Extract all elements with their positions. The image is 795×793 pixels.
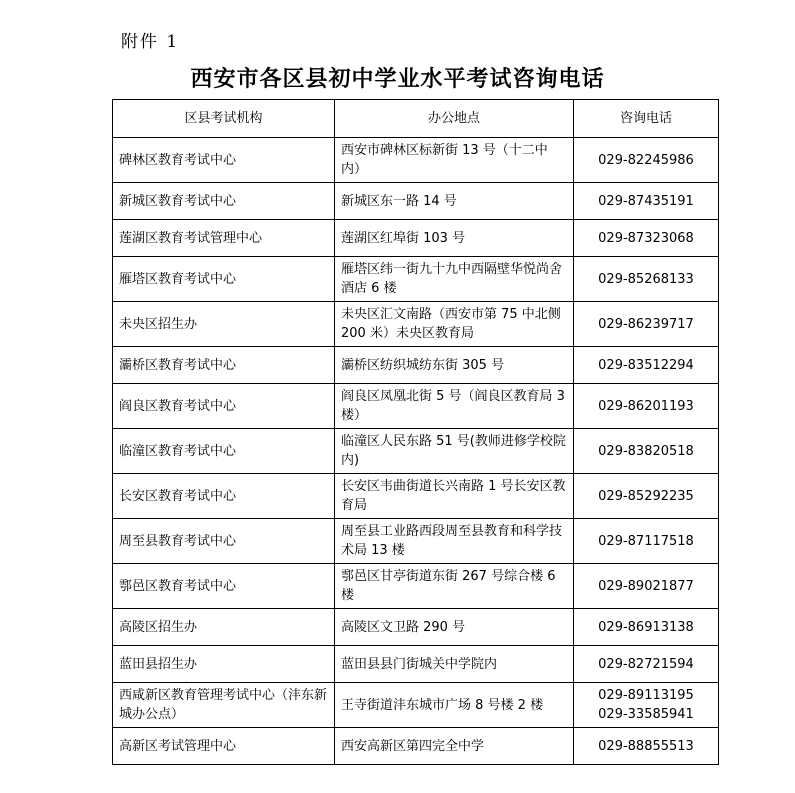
cell-phone xyxy=(574,429,719,474)
table-row xyxy=(113,474,719,519)
cell-org: 未央区招生办 xyxy=(113,302,335,347)
cell-address: 灞桥区纺织城纺东街 305 号 xyxy=(335,347,574,384)
table-row xyxy=(113,220,719,257)
cell-address: 长安区韦曲街道长兴南路 1 号长安区教育局 xyxy=(335,474,574,519)
cell-phone xyxy=(574,183,719,220)
cell-phone xyxy=(574,220,719,257)
table-row xyxy=(113,519,719,564)
cell-address: 高陵区文卫路 290 号 xyxy=(335,609,574,646)
phone-number: 029-87435191 xyxy=(598,193,694,209)
header-address: 办公地点 xyxy=(335,100,574,138)
cell-address: 王寺街道沣东城市广场 8 号楼 2 楼 xyxy=(335,683,574,728)
cell-org: 新城区教育考试中心 xyxy=(113,183,335,220)
attachment-label: 附件 1 xyxy=(121,32,180,52)
phone-number: 029-85292235 xyxy=(598,488,694,504)
cell-address: 西安市碑林区标新街 13 号（十二中内） xyxy=(335,138,574,183)
document-title: 西安市各区县初中学业水平考试咨询电话 xyxy=(190,66,605,92)
table-row xyxy=(113,183,719,220)
table-row xyxy=(113,429,719,474)
cell-address: 莲湖区红埠街 103 号 xyxy=(335,220,574,257)
cell-address: 鄠邑区甘亭街道东街 267 号综合楼 6 楼 xyxy=(335,564,574,609)
cell-org: 高新区考试管理中心 xyxy=(113,728,335,765)
phone-number: 029-86239717 xyxy=(598,316,694,332)
phone-number: 029-86913138 xyxy=(598,619,694,635)
table-row xyxy=(113,384,719,429)
cell-org: 阎良区教育考试中心 xyxy=(113,384,335,429)
cell-phone xyxy=(574,646,719,683)
table-row xyxy=(113,138,719,183)
cell-org: 雁塔区教育考试中心 xyxy=(113,257,335,302)
phone-number: 029-89021877 xyxy=(598,578,694,594)
cell-org: 鄠邑区教育考试中心 xyxy=(113,564,335,609)
phone-number: 029-89113195 xyxy=(598,688,694,703)
table-row xyxy=(113,646,719,683)
cell-address: 临潼区人民东路 51 号(教师进修学校院内) xyxy=(335,429,574,474)
table-header-row xyxy=(113,100,719,138)
header-phone: 咨询电话 xyxy=(574,100,719,138)
cell-phone xyxy=(574,384,719,429)
phone-number: 029-87117518 xyxy=(598,533,694,549)
cell-address: 西安高新区第四完全中学 xyxy=(335,728,574,765)
cell-org: 高陵区招生办 xyxy=(113,609,335,646)
cell-org: 长安区教育考试中心 xyxy=(113,474,335,519)
contact-table xyxy=(112,99,719,765)
phone-number: 029-86201193 xyxy=(598,398,694,414)
header-org: 区县考试机构 xyxy=(113,100,335,138)
cell-phone xyxy=(574,728,719,765)
phone-number: 029-82721594 xyxy=(598,656,694,672)
phone-number: 029-33585941 xyxy=(598,707,694,722)
cell-org: 碑林区教育考试中心 xyxy=(113,138,335,183)
cell-org: 灞桥区教育考试中心 xyxy=(113,347,335,384)
cell-phone xyxy=(574,683,719,728)
table-row xyxy=(113,257,719,302)
phone-number: 029-88855513 xyxy=(598,738,694,754)
cell-address: 雁塔区纬一街九十九中西隔壁华悦尚舍酒店 6 楼 xyxy=(335,257,574,302)
phone-number: 029-82245986 xyxy=(598,152,694,168)
phone-number: 029-83512294 xyxy=(598,357,694,373)
cell-phone xyxy=(574,609,719,646)
cell-org: 西咸新区教育管理考试中心（沣东新城办公点） xyxy=(113,683,335,728)
table-row xyxy=(113,683,719,728)
table-row xyxy=(113,609,719,646)
phone-number: 029-83820518 xyxy=(598,443,694,459)
cell-address: 周至县工业路西段周至县教育和科学技术局 13 楼 xyxy=(335,519,574,564)
cell-phone xyxy=(574,564,719,609)
cell-address: 新城区东一路 14 号 xyxy=(335,183,574,220)
cell-phone xyxy=(574,138,719,183)
cell-phone xyxy=(574,474,719,519)
cell-phone xyxy=(574,519,719,564)
cell-address: 未央区汇文南路（西安市第 75 中北侧 200 米）未央区教育局 xyxy=(335,302,574,347)
cell-phone xyxy=(574,302,719,347)
cell-phone xyxy=(574,347,719,384)
cell-address: 蓝田县县门街城关中学院内 xyxy=(335,646,574,683)
cell-org: 周至县教育考试中心 xyxy=(113,519,335,564)
cell-phone xyxy=(574,257,719,302)
table-body xyxy=(113,138,719,765)
phone-number: 029-85268133 xyxy=(598,271,694,287)
phone-number: 029-87323068 xyxy=(598,230,694,246)
table-row xyxy=(113,347,719,384)
cell-address: 阎良区凤凰北街 5 号（阎良区教育局 3 楼） xyxy=(335,384,574,429)
table-row xyxy=(113,302,719,347)
table-row xyxy=(113,728,719,765)
table-row xyxy=(113,564,719,609)
cell-org: 莲湖区教育考试管理中心 xyxy=(113,220,335,257)
cell-org: 临潼区教育考试中心 xyxy=(113,429,335,474)
cell-org: 蓝田县招生办 xyxy=(113,646,335,683)
